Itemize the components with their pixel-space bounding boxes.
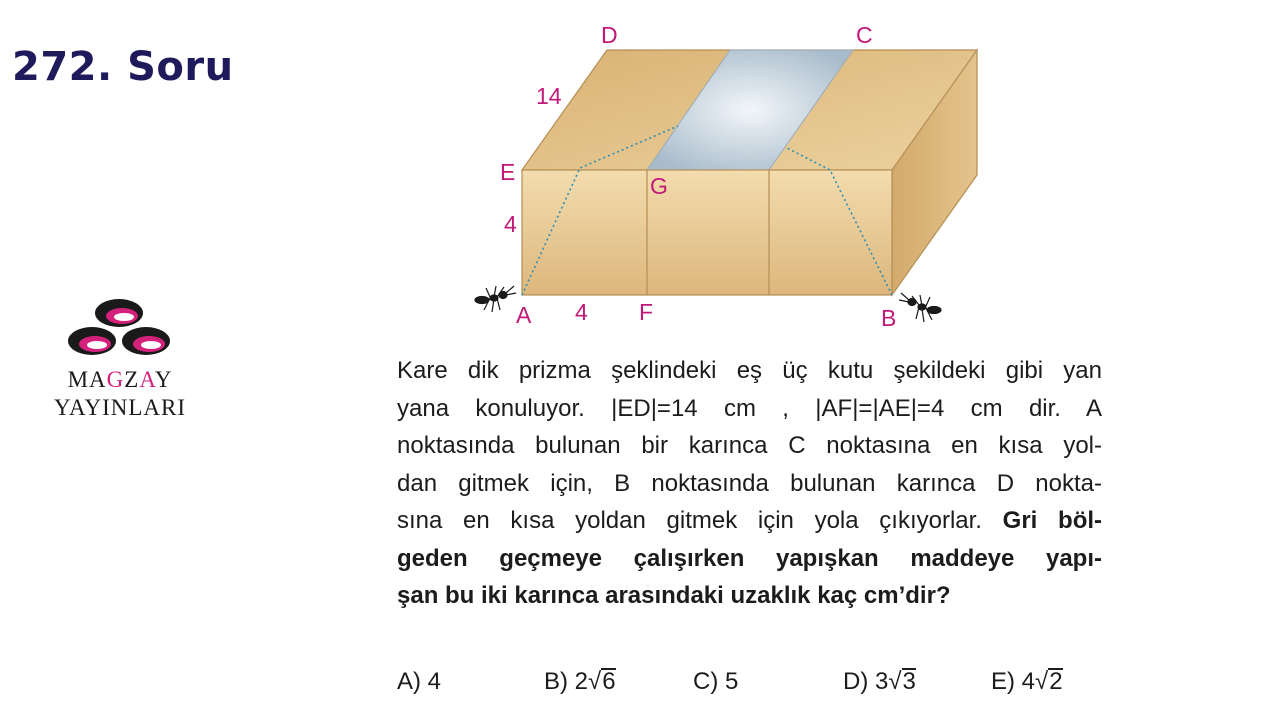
label-d: D: [601, 22, 618, 48]
question-text: [397, 352, 1102, 615]
label-b: B: [881, 305, 897, 331]
ant-right-icon: [899, 293, 941, 322]
front-face: [522, 170, 892, 295]
question-title: 272. Soru: [12, 44, 234, 90]
label-af: 4: [575, 299, 588, 325]
choice-b[interactable]: B) 2√6: [544, 668, 616, 695]
choice-c[interactable]: C) 5: [693, 668, 739, 695]
label-ae: 4: [504, 211, 517, 237]
choice-a[interactable]: A) 4: [397, 668, 442, 695]
choice-d[interactable]: D) 3√3: [843, 668, 916, 695]
question-line-bold: geden geçmeye çalışırken yapışkan maddeye yapı-: [397, 544, 1102, 572]
logo-subtitle: YAYINLARI: [53, 395, 187, 420]
question-line-bold: şan bu iki karınca arasındaki uzaklık kaç cm’dir?: [397, 582, 951, 609]
ant-left-icon: [475, 286, 516, 312]
question-line: noktasında bulunan bir karınca C noktasına en kısa yol-: [397, 432, 1102, 459]
question-line: sına en kısa yoldan gitmek için yola çıkıyorlar. Gri böl-: [397, 507, 1103, 534]
logo-rings-icon: [64, 295, 174, 363]
label-ed: 14: [536, 83, 562, 109]
label-a: A: [516, 302, 532, 328]
label-c: C: [856, 22, 873, 48]
question-line: Kare dik prizma şeklindeki eş üç kutu şekildeki gibi yan: [397, 357, 1102, 384]
question-line: dan gitmek için, B noktasında bulunan karınca D nokta-: [397, 469, 1102, 497]
label-f: F: [639, 299, 654, 325]
logo-brand: MAGZAY: [67, 367, 173, 392]
prism-figure: [460, 10, 1000, 340]
publisher-logo: [40, 295, 220, 435]
question-line: yana konuluyor. |ED|=14 cm , |AF|=|AE|=4 cm dir. A: [397, 394, 1102, 422]
choice-e[interactable]: E) 4√2: [991, 668, 1063, 695]
label-g: G: [650, 173, 668, 199]
label-e: E: [500, 159, 516, 185]
